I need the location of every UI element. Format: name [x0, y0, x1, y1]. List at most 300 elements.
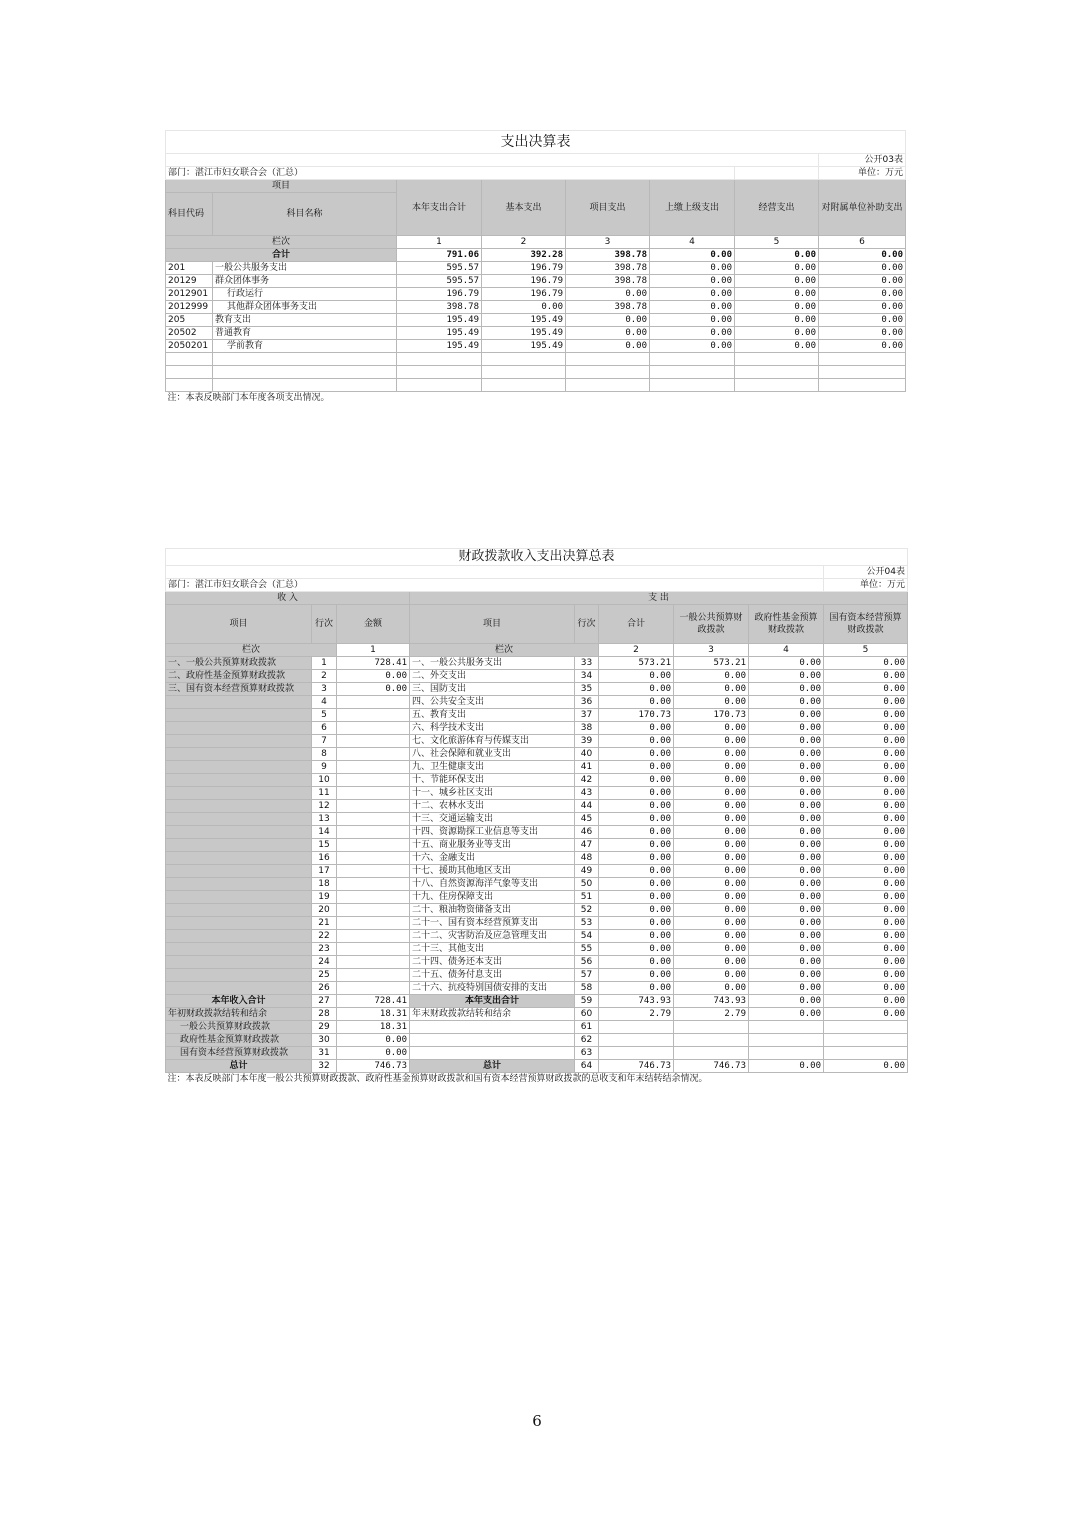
- income-amount: [337, 800, 410, 813]
- expense-line: 35: [575, 683, 599, 696]
- expense-line: 63: [575, 1047, 599, 1060]
- expense-item: 三、国防支出: [410, 683, 575, 696]
- income-item: [166, 982, 312, 995]
- income-line: 31: [312, 1047, 337, 1060]
- expense-value: 0.00: [824, 956, 908, 969]
- income-amount: [337, 904, 410, 917]
- income-item: [166, 826, 312, 839]
- expense-item: 二十四、债务还本支出: [410, 956, 575, 969]
- cell-value: 0.00: [735, 327, 819, 340]
- expense-item: 二十六、抗疫特别国债安排的支出: [410, 982, 575, 995]
- expense-item: 二十、粮油物资储备支出: [410, 904, 575, 917]
- income-amount: 0.00: [337, 1047, 410, 1060]
- expense-line: 42: [575, 774, 599, 787]
- expense-value: 0.00: [599, 891, 674, 904]
- expense-item: 十一、城乡社区支出: [410, 787, 575, 800]
- table-row: [166, 288, 906, 301]
- subject-code: 20129: [166, 275, 213, 288]
- cell-value: 0.00: [650, 262, 735, 275]
- header-line: 行次: [312, 605, 337, 644]
- expense-value: 0.00: [749, 917, 824, 930]
- header-col-2: 基本支出: [482, 180, 566, 236]
- cell-value: 398.78: [397, 301, 482, 314]
- expense-value: 0.00: [674, 696, 749, 709]
- expense-value: 0.00: [599, 800, 674, 813]
- expense-value: 0.00: [749, 1008, 824, 1021]
- cell-value: 0.00: [650, 288, 735, 301]
- income-item: 政府性基金预算财政拨款: [166, 1034, 312, 1047]
- subject-name: 学前教育: [213, 340, 397, 353]
- expense-item: [410, 1021, 575, 1034]
- cell-value: 0.00: [819, 275, 906, 288]
- expense-value: [674, 1021, 749, 1034]
- income-line: 20: [312, 904, 337, 917]
- expense-line: 64: [575, 1060, 599, 1073]
- income-line: 8: [312, 748, 337, 761]
- expense-value: 0.00: [824, 735, 908, 748]
- expense-value: [599, 1047, 674, 1060]
- header-col-5: 经营支出: [735, 180, 819, 236]
- expense-value: 0.00: [674, 813, 749, 826]
- expense-value: 0.00: [824, 709, 908, 722]
- income-amount: [337, 917, 410, 930]
- expense-line: 44: [575, 800, 599, 813]
- cell-value: 0.00: [819, 327, 906, 340]
- cell-value: 595.57: [397, 262, 482, 275]
- expense-value: 0.00: [824, 839, 908, 852]
- income-amount: 0.00: [337, 670, 410, 683]
- income-item: [166, 904, 312, 917]
- expense-value: 0.00: [599, 943, 674, 956]
- income-amount: 746.73: [337, 1060, 410, 1073]
- total-value: 392.28: [482, 249, 566, 262]
- expense-value: 0.00: [749, 722, 824, 735]
- header-col-6: 对附属单位补助支出: [819, 180, 906, 236]
- table-row: [166, 982, 908, 995]
- expense-value: 0.00: [674, 878, 749, 891]
- income-item: [166, 761, 312, 774]
- cell-value: 195.49: [482, 340, 566, 353]
- expense-value: 0.00: [749, 683, 824, 696]
- cell-value: 0.00: [819, 314, 906, 327]
- expense-value: 0.00: [824, 761, 908, 774]
- income-line: 25: [312, 969, 337, 982]
- expense-line: 46: [575, 826, 599, 839]
- cell-value: 0.00: [735, 301, 819, 314]
- expense-line: 37: [575, 709, 599, 722]
- cell-value: 0.00: [819, 288, 906, 301]
- fiscal-appropriation-table: [165, 548, 908, 1085]
- column-number: 5: [824, 644, 908, 657]
- income-item: [166, 787, 312, 800]
- table-row: [166, 826, 908, 839]
- income-amount: [337, 839, 410, 852]
- expense-item: 十八、自然资源海洋气象等支出: [410, 878, 575, 891]
- expense-line: 43: [575, 787, 599, 800]
- expense-value: 0.00: [749, 800, 824, 813]
- expense-value: 0.00: [749, 709, 824, 722]
- expense-line: 48: [575, 852, 599, 865]
- expense-value: [599, 1034, 674, 1047]
- cell-value: 0.00: [819, 301, 906, 314]
- income-line: 18: [312, 878, 337, 891]
- expense-value: 0.00: [749, 761, 824, 774]
- income-amount: [337, 722, 410, 735]
- expense-value: 0.00: [749, 813, 824, 826]
- expense-item: 二十二、灾害防治及应急管理支出: [410, 930, 575, 943]
- expense-item: 二十一、国有资本经营预算支出: [410, 917, 575, 930]
- expense-line: 54: [575, 930, 599, 943]
- income-item: 本年收入合计: [166, 995, 312, 1008]
- income-line: 17: [312, 865, 337, 878]
- expense-value: 743.93: [599, 995, 674, 1008]
- income-amount: 728.41: [337, 657, 410, 670]
- expense-value: 0.00: [749, 735, 824, 748]
- income-amount: [337, 878, 410, 891]
- expense-value: 0.00: [674, 852, 749, 865]
- cell-value: 0.00: [566, 327, 650, 340]
- cell-value: 0.00: [566, 288, 650, 301]
- expense-value: 0.00: [824, 878, 908, 891]
- header-total: 合计: [599, 605, 674, 644]
- expense-value: 0.00: [749, 670, 824, 683]
- cell-value: 195.49: [397, 340, 482, 353]
- cell-value: 0.00: [735, 340, 819, 353]
- expense-value: 0.00: [674, 956, 749, 969]
- expense-line: 53: [575, 917, 599, 930]
- income-amount: 728.41: [337, 995, 410, 1008]
- expense-line: 55: [575, 943, 599, 956]
- expense-line: 34: [575, 670, 599, 683]
- expense-item: 十、节能环保支出: [410, 774, 575, 787]
- table-row: [166, 813, 908, 826]
- expense-value: 0.00: [599, 722, 674, 735]
- cell-value: 196.79: [482, 288, 566, 301]
- expenditure-table: [165, 130, 906, 404]
- expense-line: 57: [575, 969, 599, 982]
- expense-value: 0.00: [824, 852, 908, 865]
- income-line: 16: [312, 852, 337, 865]
- expense-value: 0.00: [599, 813, 674, 826]
- expense-value: 0.00: [824, 969, 908, 982]
- expense-value: 0.00: [599, 969, 674, 982]
- expense-value: 746.73: [599, 1060, 674, 1073]
- total-label: 合计: [166, 249, 397, 262]
- expense-item: 十二、农林水支出: [410, 800, 575, 813]
- income-item: 三、国有资本经营预算财政拨款: [166, 683, 312, 696]
- table-row: [166, 1008, 908, 1021]
- expense-value: [824, 1047, 908, 1060]
- expense-line: 52: [575, 904, 599, 917]
- subject-name: 群众团体事务: [213, 275, 397, 288]
- cell-value: 0.00: [735, 288, 819, 301]
- table-note: 注：本表反映部门本年度一般公共预算财政拨款、政府性基金预算财政拨款和国有资本经营预算财政拨款的总收支和年末结转结余情况。: [166, 1073, 908, 1086]
- income-line: 6: [312, 722, 337, 735]
- expense-item: 八、社会保障和就业支出: [410, 748, 575, 761]
- income-amount: [337, 943, 410, 956]
- expense-value: 0.00: [824, 891, 908, 904]
- expense-value: 0.00: [599, 904, 674, 917]
- expense-line: 59: [575, 995, 599, 1008]
- cell-value: 0.00: [819, 262, 906, 275]
- expense-value: 0.00: [824, 930, 908, 943]
- header-fund-budget: 政府性基金预算财政拨款: [749, 605, 824, 644]
- cell-value: 0.00: [566, 314, 650, 327]
- expense-item: 十七、援助其他地区支出: [410, 865, 575, 878]
- table-row: [166, 800, 908, 813]
- income-amount: [337, 826, 410, 839]
- income-line: 7: [312, 735, 337, 748]
- cell-value: 196.79: [482, 262, 566, 275]
- expense-item: 十五、商业服务业等支出: [410, 839, 575, 852]
- expense-item: 二十三、其他支出: [410, 943, 575, 956]
- expense-value: 0.00: [824, 696, 908, 709]
- expense-item: 总计: [410, 1060, 575, 1073]
- expense-value: 0.00: [749, 956, 824, 969]
- header-line-2: 行次: [575, 605, 599, 644]
- expense-value: 0.00: [599, 696, 674, 709]
- income-header: 收 入: [166, 592, 410, 605]
- table-row: [166, 761, 908, 774]
- expense-value: 0.00: [674, 735, 749, 748]
- expense-value: 0.00: [824, 800, 908, 813]
- subject-code: 201: [166, 262, 213, 275]
- expense-value: 0.00: [599, 774, 674, 787]
- expense-value: [824, 1034, 908, 1047]
- expense-item: 本年支出合计: [410, 995, 575, 1008]
- income-line: 30: [312, 1034, 337, 1047]
- expense-value: 0.00: [599, 839, 674, 852]
- expense-value: 0.00: [599, 735, 674, 748]
- table-row: [166, 1060, 908, 1073]
- income-amount: [337, 787, 410, 800]
- expense-value: 0.00: [824, 904, 908, 917]
- header-amount: 金额: [337, 605, 410, 644]
- expense-item: 六、科学技术支出: [410, 722, 575, 735]
- income-line: 28: [312, 1008, 337, 1021]
- table-row: [166, 1047, 908, 1060]
- expense-value: 0.00: [674, 787, 749, 800]
- expense-line: 45: [575, 813, 599, 826]
- expense-value: 0.00: [749, 943, 824, 956]
- expense-value: 0.00: [599, 670, 674, 683]
- column-number: 2: [599, 644, 674, 657]
- income-amount: 0.00: [337, 683, 410, 696]
- income-item: [166, 878, 312, 891]
- subject-code: 20502: [166, 327, 213, 340]
- expense-value: 0.00: [599, 865, 674, 878]
- income-line: 19: [312, 891, 337, 904]
- table-row: [166, 852, 908, 865]
- expense-value: 0.00: [749, 930, 824, 943]
- table-row: [166, 787, 908, 800]
- subject-name: 一般公共服务支出: [213, 262, 397, 275]
- income-line: 2: [312, 670, 337, 683]
- form-number: 公开04表: [824, 566, 908, 579]
- expense-value: 573.21: [599, 657, 674, 670]
- subject-code: 2012901: [166, 288, 213, 301]
- income-item: [166, 709, 312, 722]
- column-number: 3: [674, 644, 749, 657]
- cell-value: 0.00: [566, 340, 650, 353]
- income-amount: [337, 852, 410, 865]
- expense-value: 0.00: [674, 982, 749, 995]
- column-number: 6: [819, 236, 906, 249]
- table-row: [166, 1021, 908, 1034]
- cell-value: 398.78: [566, 275, 650, 288]
- total-value: 791.06: [397, 249, 482, 262]
- column-number: 4: [749, 644, 824, 657]
- expense-value: 0.00: [824, 982, 908, 995]
- cell-value: 0.00: [650, 275, 735, 288]
- income-item: [166, 735, 312, 748]
- table-row: [166, 327, 906, 340]
- subject-name: 行政运行: [213, 288, 397, 301]
- expense-item: 十六、金融支出: [410, 852, 575, 865]
- cell-value: 595.57: [397, 275, 482, 288]
- income-amount: [337, 865, 410, 878]
- subject-code: 2050201: [166, 340, 213, 353]
- expense-item: [410, 1034, 575, 1047]
- expense-line: 40: [575, 748, 599, 761]
- income-item: [166, 969, 312, 982]
- income-amount: [337, 774, 410, 787]
- header-col-4: 上缴上级支出: [650, 180, 735, 236]
- cell-value: 0.00: [819, 340, 906, 353]
- cell-value: 196.79: [482, 275, 566, 288]
- income-item: [166, 722, 312, 735]
- expense-value: [599, 1021, 674, 1034]
- expense-value: 0.00: [824, 1008, 908, 1021]
- income-amount: [337, 709, 410, 722]
- table-row: [166, 1034, 908, 1047]
- cell-value: 0.00: [735, 314, 819, 327]
- expense-value: 2.79: [674, 1008, 749, 1021]
- table-row: [166, 878, 908, 891]
- expense-value: 0.00: [599, 878, 674, 891]
- expense-item: 九、卫生健康支出: [410, 761, 575, 774]
- unit-label: 单位：万元: [824, 579, 908, 592]
- header-item-2: 项目: [410, 605, 575, 644]
- income-item: [166, 917, 312, 930]
- expense-header: 支 出: [410, 592, 908, 605]
- cell-value: 195.49: [397, 314, 482, 327]
- expense-item: 十九、住房保障支出: [410, 891, 575, 904]
- cell-value: 0.00: [482, 301, 566, 314]
- expense-value: 573.21: [674, 657, 749, 670]
- income-item: 国有资本经营预算财政拨款: [166, 1047, 312, 1060]
- income-item: [166, 943, 312, 956]
- expense-value: 0.00: [599, 930, 674, 943]
- total-value: 398.78: [566, 249, 650, 262]
- income-item: [166, 696, 312, 709]
- income-item: [166, 774, 312, 787]
- income-line: 10: [312, 774, 337, 787]
- expense-value: 0.00: [599, 683, 674, 696]
- expense-value: 0.00: [824, 683, 908, 696]
- total-value: 0.00: [735, 249, 819, 262]
- table-row: [166, 735, 908, 748]
- subject-name: 其他群众团体事务支出: [213, 301, 397, 314]
- table-row: [166, 930, 908, 943]
- column-number: 4: [650, 236, 735, 249]
- cell-value: 195.49: [482, 327, 566, 340]
- expense-value: [749, 1047, 824, 1060]
- expense-value: [674, 1034, 749, 1047]
- expense-value: 170.73: [674, 709, 749, 722]
- table-row: [166, 943, 908, 956]
- column-number: 3: [566, 236, 650, 249]
- total-value: 0.00: [650, 249, 735, 262]
- income-item: 一般公共预算财政拨款: [166, 1021, 312, 1034]
- income-item: [166, 800, 312, 813]
- expense-value: 0.00: [824, 722, 908, 735]
- table-row: [166, 748, 908, 761]
- income-item: [166, 852, 312, 865]
- table-row: [166, 839, 908, 852]
- cell-value: 0.00: [650, 327, 735, 340]
- table-row: [166, 314, 906, 327]
- table-row: [166, 696, 908, 709]
- expense-value: 0.00: [824, 865, 908, 878]
- table-row: [166, 722, 908, 735]
- expense-line: 47: [575, 839, 599, 852]
- department-label: 部门：湛江市妇女联合会（汇总）: [166, 167, 735, 180]
- income-item: 一、一般公共预算财政拨款: [166, 657, 312, 670]
- expense-value: [674, 1047, 749, 1060]
- expense-value: 0.00: [749, 969, 824, 982]
- expense-value: [824, 1021, 908, 1034]
- expense-line: 56: [575, 956, 599, 969]
- expense-value: 0.00: [674, 943, 749, 956]
- table-row: [166, 969, 908, 982]
- header-state-capital: 国有资本经营预算财政拨款: [824, 605, 908, 644]
- income-line: 27: [312, 995, 337, 1008]
- expense-line: 33: [575, 657, 599, 670]
- income-line: 24: [312, 956, 337, 969]
- cell-value: 398.78: [566, 262, 650, 275]
- income-line: 32: [312, 1060, 337, 1073]
- income-item: [166, 865, 312, 878]
- expense-value: 743.93: [674, 995, 749, 1008]
- income-line: 22: [312, 930, 337, 943]
- expense-item: 七、文化旅游体育与传媒支出: [410, 735, 575, 748]
- income-line: 3: [312, 683, 337, 696]
- income-line: 13: [312, 813, 337, 826]
- income-amount: [337, 969, 410, 982]
- income-line: 15: [312, 839, 337, 852]
- expense-value: 0.00: [674, 969, 749, 982]
- expense-value: 0.00: [599, 852, 674, 865]
- expense-value: 0.00: [674, 774, 749, 787]
- header-col-1: 本年支出合计: [397, 180, 482, 236]
- table-row: [166, 262, 906, 275]
- income-item: [166, 813, 312, 826]
- income-item: [166, 839, 312, 852]
- expense-value: 0.00: [749, 995, 824, 1008]
- income-amount: [337, 982, 410, 995]
- expense-line: 61: [575, 1021, 599, 1034]
- header-general-budget: 一般公共预算财政拨款: [674, 605, 749, 644]
- expense-value: 0.00: [599, 917, 674, 930]
- expense-value: 0.00: [824, 995, 908, 1008]
- expense-value: 746.73: [674, 1060, 749, 1073]
- expense-value: 0.00: [599, 826, 674, 839]
- expense-line: 58: [575, 982, 599, 995]
- expense-value: 0.00: [749, 904, 824, 917]
- income-amount: [337, 696, 410, 709]
- income-line: 4: [312, 696, 337, 709]
